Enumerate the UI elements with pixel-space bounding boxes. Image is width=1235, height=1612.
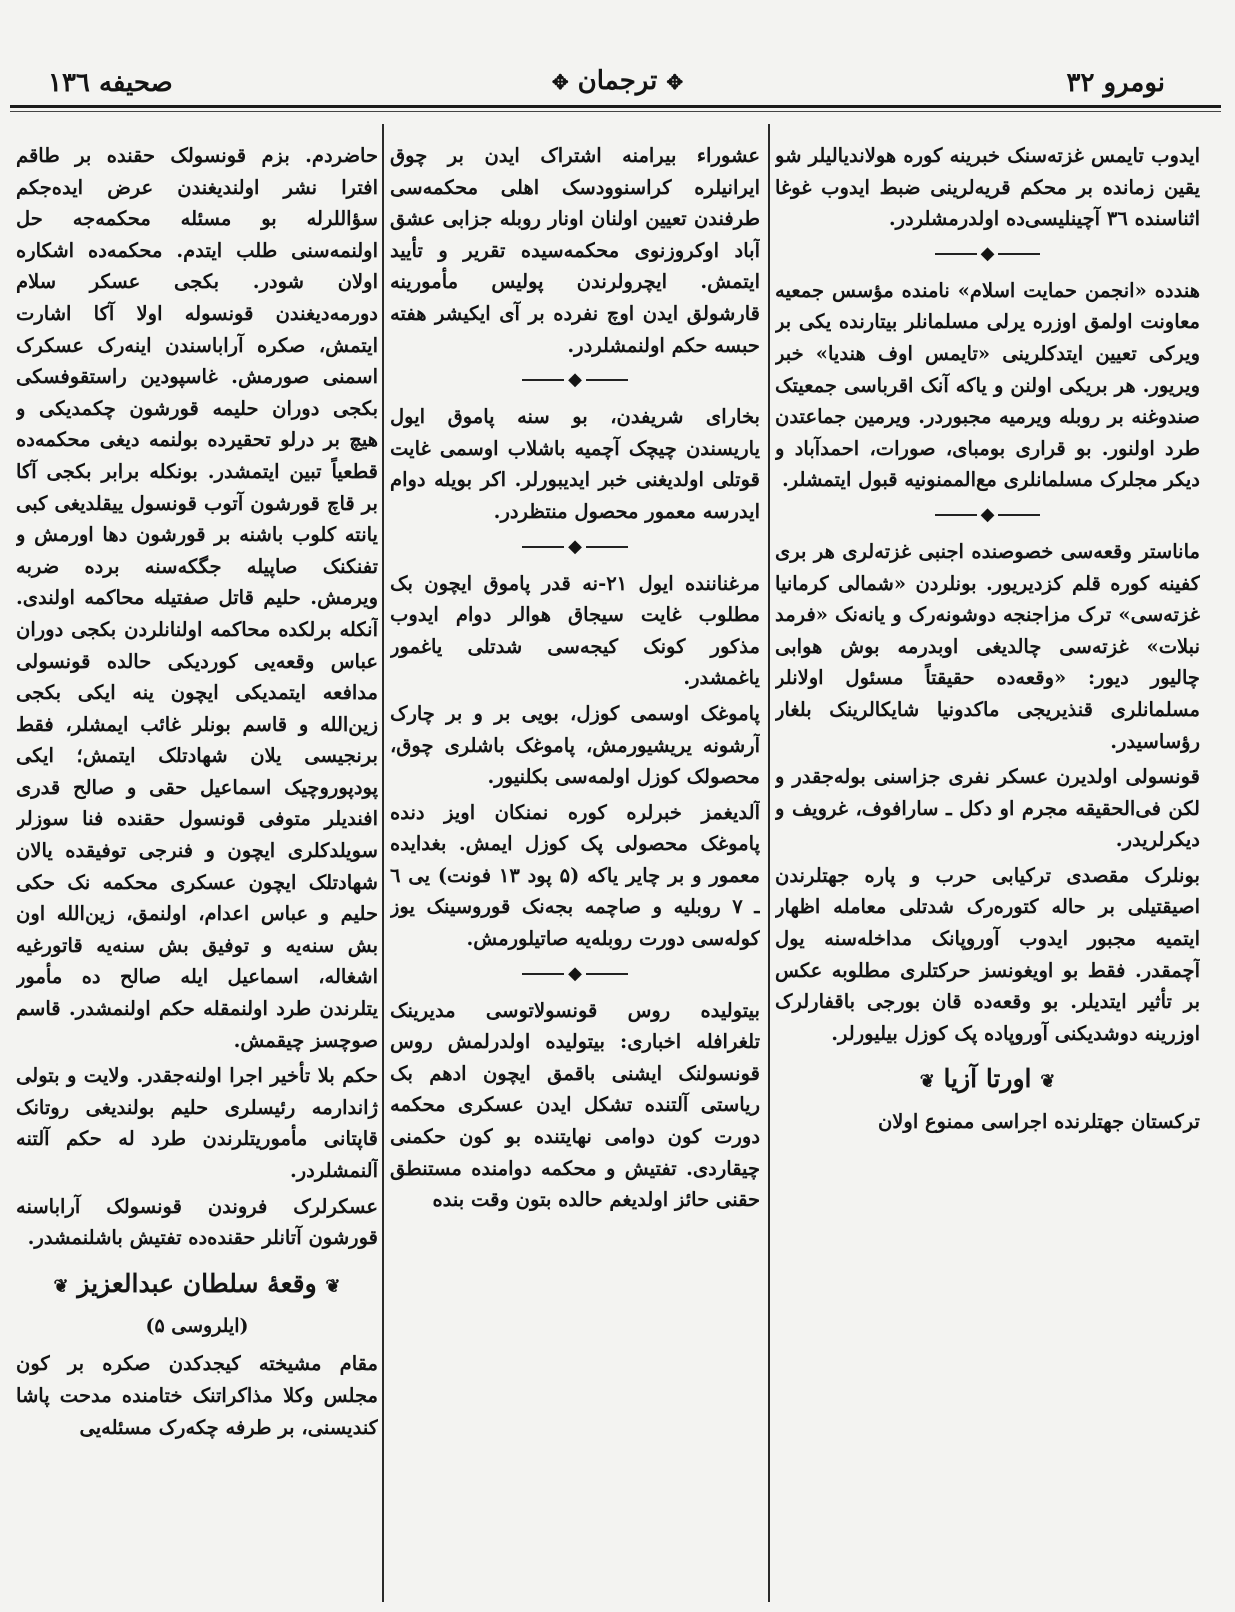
news-item: حکم بلا تأخیر اجرا اولنه‌جقدر. ولایت و بتولی ژاندارمه رئیسلری حلیم بولندیغی روتانک قاپتانی مأموریتلرندن طرد له حکم آلتنه آلنمشلردر. (16, 1064, 378, 1182)
page-header (0, 58, 1235, 108)
heading-ornament-icon: ❦ (53, 1275, 69, 1297)
separator (390, 369, 760, 391)
news-item: عسکرلرک فروندن قونسولک آراباسنه قورشون آتانلر حقنده‌ده تفتیش باشلنمشدر. (16, 1194, 378, 1250)
news-item: بونلرک مقصدی ترکیابی حرب و پاره جهتلرندن اصیقتیلی بر حاله کتوره‌رک شدتلی معامله اظهار ایتمیه مجبور ایدوب آوروپانک مداخله‌سنه یول آچمقدر. فقط بو اویغونسز حرکتلری مطلوبه عکس بر تأثیر ایتدیلر. بو وقعه‌ده قان بورجی باقفارلرک اوزرینه دوشدیکنی آوروپاده پک کوزل بیلیورلر. (775, 863, 1200, 1045)
section-heading (775, 1059, 1200, 1102)
header-rule-thin (10, 111, 1221, 112)
heading-ornament-icon: ❦ (1040, 1071, 1056, 1093)
separator (775, 504, 1200, 526)
header-rule (10, 105, 1221, 108)
news-item: پاموغک اوسمی کوزل، بویی بر و بر چارک آرشونه یریشیورمش، پاموغک باشلری چوق، محصولک کوزل اولمه‌سی بکلنیور. (390, 701, 760, 789)
column-divider (768, 124, 770, 1602)
news-item: ترکستان جهتلرنده اجراسی ممنوع اولان (877, 1110, 1200, 1134)
column-left (16, 140, 378, 1592)
masthead-ornament-icon: ✥ (551, 70, 569, 94)
news-item: ماناستر وقعه‌سی خصوصنده اجنبی غزته‌لری هر بری کفینه کوره قلم کزدیریور. بونلردن «شمالی کرمانیا غزته‌سی» ترک مزاجنجه دوشونه‌رک و یانه‌نک «فرمد نبلات» غزته‌سی چالدیغی اوبدرمه بوش هوابی چالیور دیور: «وقعه‌ده حقیقتاً مسئول اولانلر مسلمانلری قنذیریجی ماکدونیا شایکالرینک بلغار رؤساسیدر. (775, 539, 1200, 753)
heading-ornament-icon: ❦ (919, 1071, 935, 1093)
news-item: مقام مشیخته کیجدکدن صکره بر کون مجلس وکلا مذاکراتنک ختامنده مدحت پاشا کندیسنی، بر طرفه چکه‌رک مسئله‌یی (16, 1352, 378, 1439)
column-right (775, 140, 1200, 1592)
news-item: آلدیغمز خبرلره کوره نمنکان اویز دنده پاموغک محصولی پک کوزل ایمش. بغدایده معمور و بر چایر یاکه (۵ پود ۱۳ فونت) یی ٦ ـ ۷ روبلیه و صاچمه بجه‌نک قوروسینک یوز کوله‌سی دورت روبله‌یه صاتیلورمش. (390, 800, 760, 951)
separator (390, 963, 760, 985)
column-divider (382, 124, 384, 1602)
masthead-ornament-icon: ✥ (666, 70, 684, 94)
diamond-ornament-icon: ◆ (518, 536, 632, 557)
heading-ornament-icon: ❦ (325, 1275, 341, 1297)
diamond-ornament-icon: ◆ (931, 243, 1045, 264)
diamond-ornament-icon: ◆ (931, 504, 1045, 525)
section-heading-text: وقعهٔ سلطان عبدالعزیز (77, 1268, 317, 1298)
news-item: بخارای شریفدن، بو سنه پاموق ایول یاریسندن چیچک آچمیه باشلاب اوسمی غایت قوتلی اولدیغنی خبر ایدیبورلر. اکر بویله دوام ایدرسه معمور محصول منتظردر. (390, 405, 760, 523)
section-heading-text: اورتا آزیا (943, 1064, 1032, 1094)
newspaper-title: ترجمان (577, 66, 658, 96)
news-item: حاضردم. بزم قونسولک حقنده بر طاقم افترا نشر اولندیغندن عرض ایده‌جکم سؤاللرله بو مسئله محکمه‌جه حل اولنمه‌سنی طلب ایتدم. محکمه‌ده اشکاره اولان شودر. بکجی عسکر سلام دورمه‌دیغندن قونسوله اولا آکا اشارت ایتمش، صکره آراباسندن اینه‌رک عسکرک اسمنی صورمش. غاسپودین راستقوفسکی بکجی دوران حلیمه قورشون چکمدیکی و هیچ بر درلو تحقیرده بولنمه دیغی محکمه‌ده قطعیاً تبین ایتمشدر. بونکله برابر بکجی آکا بر قاچ قورشون آتوب قونسول ییقلدیغی کبی یانته کلوب باشنه بر قورشون دها اورمش و تفنکنک صاپیله جگکه‌سنه برده ضربه ویرمش. حلیم قاتل صفتیله محاکمه اولندی. آنکله برلکده محاکمه اولنانلردن بکجی دوران عباس وقعه‌یی کوردیکی حالده قونسولی مدافعه ایتمدیکی ایچون ینه ایکی بکجی زین‌الله و قاسم بونلر غائب ایمشلر، فقط برنجیسی یلان شهادتلک ایتمش؛ ایکی پودپوروچیک اسماعیل حقی و صالح قدری افندیلر متوفی قونسول حقنده فنا سوزلر سویلدکلری ایچون و فنرجی توفیقده یالان شهادتلک ایچون عسکری محکمه نک حکی حلیم و عباس اعدام، اولنمق، زین‌الله اون بش سنه‌یه و توفیق بش سنه‌یه قاتورغیه اشغاله، اسماعیل ایله صالح ده مأمور یتلرندن طرد اولنمقله حکم اولنمشدر. قاسم صوچسز چیقمش. (16, 144, 378, 1052)
news-item: ایدوب تایمس غزته‌سنک خبرینه کوره هولاندیالیلر شو یقین زمانده بر محکم قریه‌لرینی ضبط ایدوب غوغا اثناسنده ۳٦ آچینلیسی‌ده اولدرمشلردر. (775, 144, 1200, 231)
issue-number: نومرو ۳۲ (1066, 68, 1165, 98)
page-number: صحیفه ۱۳٦ (48, 68, 173, 98)
continuation-note: (ایلروسی ۵) (145, 1314, 249, 1337)
diamond-ornament-icon: ◆ (518, 369, 632, 390)
column-middle (390, 140, 760, 1592)
news-item: عشوراء بیرامنه اشتراک ایدن بر چوق ایرانیلره کراسنوودسک اهلی محکمه‌سی طرفندن تعیین اولنان اونار روبله جزابی عشق آباد اوکروزنوی محکمه‌سیده تقریر و تأیید ایتمش. ایچرولرندن پولیس مأمورینه قارشولق ایدن اوچ نفرده بر آی ایکیشر هفته حبسه حکم اولنمشلردر. (390, 144, 760, 357)
separator (390, 536, 760, 558)
news-item: هندده «انجمن حمایت اسلام» نامنده مؤسس جمعیه معاونت اولمق اوزره یرلی مسلمانلر بیتارنده یکی بر ویرکی تعیین ایتدکلرینی «تایمس اوف هندیا» خبر ویریور. هر بریکی اولنن و یاکه آنک اقرباسی جمعیتک صندوغنه بر روبله ویرمیه مجبوردر. ویرمین جماعتدن طرد اولنور. بو قراری بومبای، صورات، احمدآباد و دیکر مجلرک مسلمانلری مع‌الممنونیه قبول ایتمشلر. (775, 278, 1200, 492)
separator (775, 243, 1200, 265)
newspaper-masthead (0, 66, 1235, 96)
news-item: مرغناننده ایول ۲۱-نه قدر پاموق ایچون بک مطلوب غایت سیجاق هوالر دوام ایدوب مذکور کونک کیجه‌سی شدتلی یاغمور یاغمشدر. (390, 571, 760, 690)
section-heading (16, 1264, 378, 1307)
news-item: بیتولیده روس قونسولاتوسی مدیرینک تلغرافله اخباری: بیتولیده اولدرلمش روس قونسولنک ایشنی باقمق ایچون ادهم بک ریاستی آلتنده تشکل ایدن عسکری محکمه دورت کون دوامی نهایتنده بو کون حکمنی چیقاردی. تفتیش و محکمه دوامنده مستنطق حقنی حائز اولدیغم حالده بتون وقت بنده (390, 998, 760, 1212)
diamond-ornament-icon: ◆ (518, 963, 632, 984)
news-item: قونسولی اولدیرن عسکر نفری جزاسنی بوله‌جقدر و لکن فی‌الحقیقه مجرم او دکل ـ سارافوف، غرویف و دیکرلریدر. (775, 765, 1200, 852)
